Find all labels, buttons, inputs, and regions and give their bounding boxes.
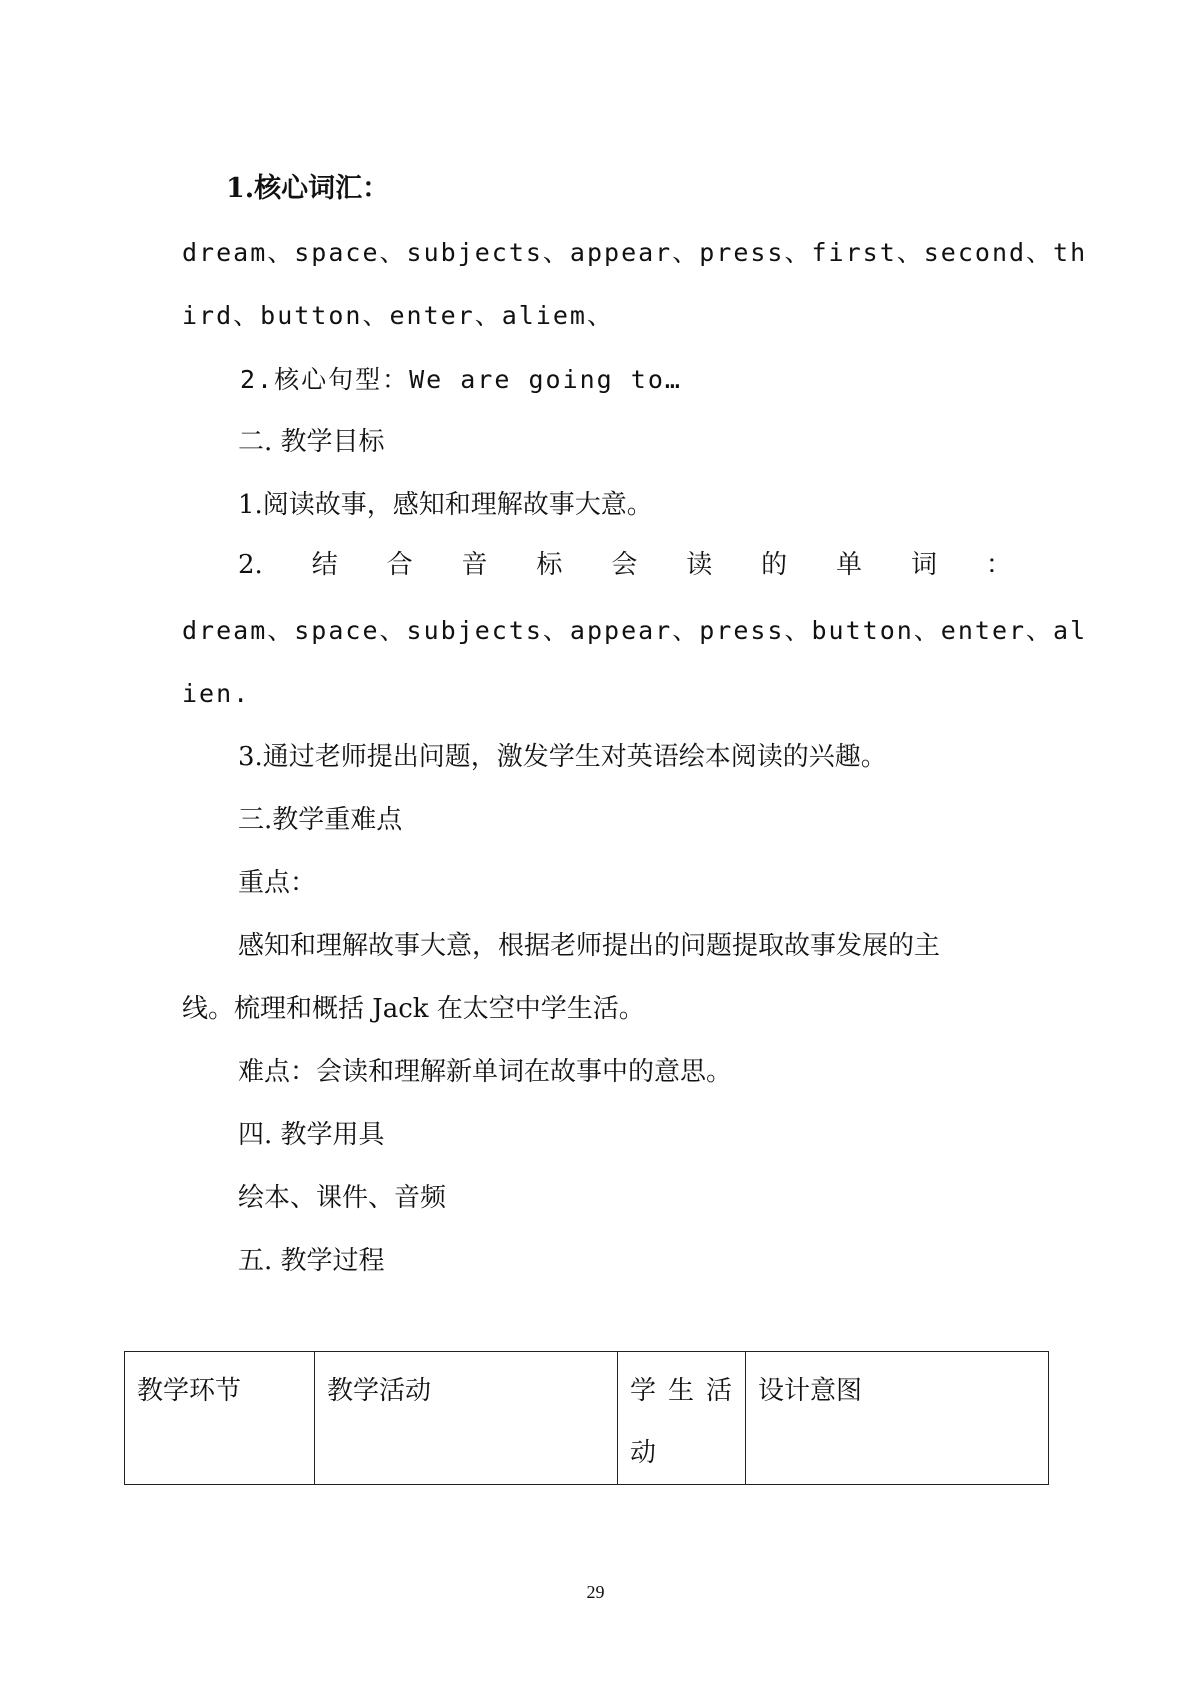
key-point-text-2: 线。梳理和概括 Jack 在太空中学生活。 (182, 994, 645, 1024)
goal-item-1: 1.阅读故事，感知和理解故事大意。 (238, 490, 653, 520)
spread-char: 合 (386, 550, 413, 580)
goal-item-3: 3.通过老师提出问题，激发学生对英语绘本阅读的兴趣。 (238, 742, 887, 772)
goal-item-2-line-3: ien. (182, 679, 251, 708)
page-number: 29 (586, 1582, 605, 1602)
spread-char: 音 (461, 550, 488, 580)
spread-char: 读 (686, 550, 713, 580)
key-point-text-1: 感知和理解故事大意，根据老师提出的问题提取故事发展的主 (238, 931, 941, 961)
key-point-label: 重点： (238, 868, 317, 898)
table-header-row (125, 1352, 1049, 1485)
header-student-activity-line-1: 学生活 (630, 1376, 745, 1406)
goal-item-2-line-1 (238, 548, 1012, 582)
sentence-pattern: 2.核心句型：We are going to… (240, 365, 682, 394)
difficulties-heading: 三.教学重难点 (238, 805, 403, 835)
tools-text: 绘本、课件、音频 (238, 1183, 447, 1213)
difficult-point: 难点：会读和理解新单词在故事中的意思。 (238, 1057, 733, 1087)
spread-char: 的 (761, 550, 788, 580)
process-heading: 五. 教学过程 (238, 1246, 385, 1276)
spread-char: 词 (910, 550, 937, 580)
goals-heading: 二. 教学目标 (238, 427, 385, 457)
spread-char: 标 (536, 550, 563, 580)
tools-heading: 四. 教学用具 (238, 1120, 385, 1150)
goal-item-2-line-2: dream、space、subjects、appear、press、button、enter、al (182, 616, 1088, 645)
vocab-line-2: ird、button、enter、aliem、 (182, 301, 614, 330)
vocab-line-1: dream、space、subjects、appear、press、first、second、th (182, 238, 1088, 267)
spread-char: 结 (311, 550, 338, 580)
spread-char: 2. (238, 550, 263, 580)
header-stage: 教学环节 (137, 1376, 242, 1406)
table-header-cell (315, 1352, 618, 1485)
header-activity: 教学活动 (327, 1376, 432, 1406)
table-header-cell (746, 1352, 1049, 1485)
table-header-cell (618, 1352, 746, 1485)
vocab-heading: 1.核心词汇： (226, 173, 390, 204)
spread-char: ： (985, 550, 1012, 580)
header-design-intent: 设计意图 (758, 1376, 863, 1406)
table-header-cell (125, 1352, 315, 1485)
spread-char: 会 (611, 550, 638, 580)
spread-char: 单 (836, 550, 863, 580)
header-student-activity-line-2: 动 (630, 1438, 657, 1468)
teaching-process-table (124, 1351, 1049, 1485)
